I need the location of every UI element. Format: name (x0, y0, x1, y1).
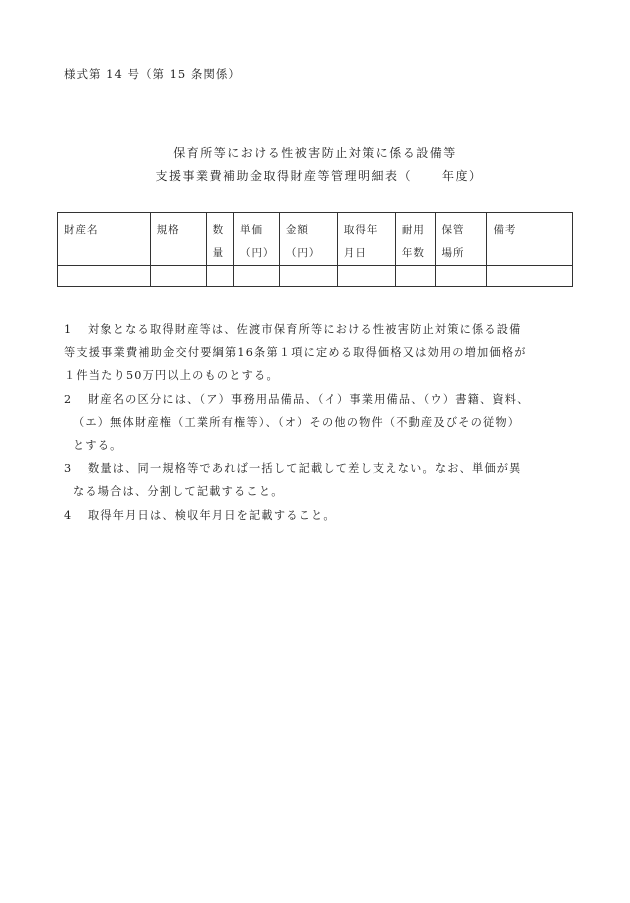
note-text: 等支援事業費補助金交付要綱第16条第１項に定める取得価格又は効用の増加価格が (64, 346, 527, 360)
note-2 (64, 388, 564, 458)
column-header-unit-price: 単価 （円） (234, 213, 280, 266)
table-cell (435, 266, 487, 287)
note-number: 2 (64, 392, 73, 406)
column-header-storage-location: 保管 場所 (435, 213, 487, 266)
asset-ledger-table (57, 212, 573, 287)
note-text: 財産名の区分には、（ア）事務用品備品、（イ）事業用備品、（ウ）書籍、資料、 (88, 392, 530, 406)
note-number: 1 (64, 323, 73, 336)
column-header-useful-life: 耐用 年数 (395, 213, 435, 266)
column-header-asset-name: 財産名 (58, 213, 151, 266)
note-4 (64, 504, 564, 527)
note-1 (64, 318, 564, 388)
note-text: 取得年月日は、検収年月日を記載すること。 (88, 508, 336, 522)
column-header-remarks: 備考 (487, 213, 573, 266)
table-row (58, 266, 573, 287)
table-cell (487, 266, 573, 287)
table-cell (279, 266, 337, 287)
column-header-spec: 規格 (150, 213, 206, 266)
document-title-line-1: 保育所等における性被害防止対策に係る設備等 (173, 146, 457, 160)
table-cell (206, 266, 233, 287)
table-cell (337, 266, 395, 287)
note-text: なる場合は、分割して記載すること。 (73, 485, 284, 499)
title-suffix: 年度） (442, 169, 483, 183)
note-text: 数量は、同一規格等であれば一括して記載して差し支えない。なお、単価が異 (88, 462, 522, 476)
note-number: 4 (64, 508, 73, 522)
form-number: 様式第 14 号（第 15 条関係） (64, 67, 241, 81)
note-text: １件当たり50万円以上のものとする。 (64, 369, 279, 383)
column-header-quantity: 数 量 (206, 213, 233, 266)
table-header-row (58, 213, 573, 266)
table-cell (234, 266, 280, 287)
table-cell (150, 266, 206, 287)
column-header-acquisition-date: 取得年 月日 (337, 213, 395, 266)
notes-section (64, 318, 564, 527)
note-text: （エ）無体財産権（工業所有権等）、（オ）その他の物件（不動産及びその従物） (73, 415, 521, 429)
document-title-line-2 (4, 167, 630, 184)
table-cell (58, 266, 151, 287)
note-number: 3 (64, 462, 73, 476)
table-cell (395, 266, 435, 287)
note-text: 対象となる取得財産等は、佐渡市保育所等における性被害防止対策に係る設備 (88, 323, 522, 336)
note-text: とする。 (73, 439, 123, 453)
note-3 (64, 457, 564, 503)
column-header-amount: 金額 （円） (279, 213, 337, 266)
title-prefix: 支援事業費補助金取得財産等管理明細表（ (155, 169, 412, 183)
